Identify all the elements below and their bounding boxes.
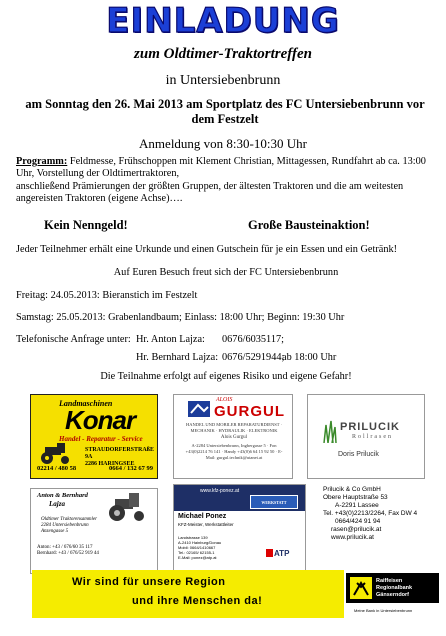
gurgul-logo-icon (188, 399, 212, 419)
bausteinaktion: Große Bausteinaktion! (248, 218, 370, 232)
praemierung-paragraph: anschließend Prämierungen der größten Gruppen, der ältesten Traktoren und die am weitesten angereisten Traktoren (eigene Achse)…. (16, 181, 404, 204)
raiffeisen-slogan-1: Wir sind für unsere Region (72, 576, 226, 588)
prilucik-contact-2: Obere Hauptstraße 53 (323, 494, 388, 501)
programm-text: Feldmesse, Frühschoppen mit Klement Christian, Mittagessen, Rundfahrt ab ca. 13:00 Uhr, Vorstellung der Oldtimertraktoren, (16, 156, 426, 179)
programm-label: Programm: (16, 156, 68, 167)
tel2-name: Hr. Bernhard Lajza: (136, 352, 219, 363)
prilucik-contact-text (307, 484, 425, 542)
raiffeisen-bank-1: Raiffeisen (376, 578, 403, 584)
konar-line1: Landmaschinen (59, 399, 113, 408)
event-place: in Untersiebenbrunn (165, 73, 281, 88)
konar-address-1: STRAUDORFERSTRAßE 9A (85, 447, 155, 460)
atp-logo: ATP (274, 549, 290, 558)
gurgul-name: GURGUL (214, 403, 285, 420)
lajza-info-3: Anzengasse 5 (41, 529, 69, 534)
ponez-address-1: Landstrasse 139 (178, 535, 208, 540)
konar-address-2: 2286 HARINGSEE (85, 461, 135, 467)
ponez-address-5: E-Mail: ponez@atp.at (178, 555, 217, 560)
tel2-number: 0676/5291944; (222, 352, 285, 363)
tel1-name: Hr. Anton Lajza: (136, 334, 205, 345)
ponez-name: Michael Ponez (178, 513, 227, 520)
konar-phone-1: 02214 / 480 58 (37, 465, 77, 472)
programm-paragraph (16, 156, 436, 180)
konar-ad (30, 394, 158, 479)
besuch-paragraph: Auf Euren Besuch freut sich der FC Untersiebenbrunn (113, 267, 339, 278)
raiffeisen-logo-box (344, 570, 441, 618)
konar-name: Konar (65, 405, 136, 435)
konar-phone-2: 0664 / 132 67 99 (108, 465, 153, 472)
ponez-address-4: Tel.: 02165/ 62155-1 (178, 550, 215, 555)
raiffeisen-slogan-2: und ihre Menschen da! (132, 595, 263, 607)
prilucik-person: Doris Prilucik (338, 451, 379, 458)
ponez-title: KFZ-Meister, Werkstattleiter (178, 522, 234, 527)
prilucik-contact-5: 0664/424 91 94 (335, 518, 381, 525)
raiffeisen-bank-2: Regionalbank (376, 585, 413, 591)
kein-nenngeld: Kein Nenngeld! (44, 218, 128, 232)
event-subtitle: zum Oldtimer-Traktortreffen (134, 46, 312, 62)
lajza-info (41, 517, 97, 535)
konar-phones (37, 465, 153, 472)
tel1-number: 0676/6035117; (222, 334, 284, 345)
tel2-time: ab 18:00 Uhr (282, 352, 337, 363)
lajza-line2: Lajza (49, 500, 65, 508)
raiffeisen-sub: Meine Bank in Untersiebenbrunn (354, 608, 413, 613)
prilucik-sub: Rollrasen (352, 434, 393, 440)
ponez-address-2: A-2410 Hainburg/Donau (178, 540, 222, 545)
lajza-phone-1: Anton: +43 / 676/60 35 117 (37, 545, 93, 550)
teilnehmer-paragraph: Jeder Teilnehmer erhält eine Urkunde und einen Gutschein für je ein Essen und ein Getränk! (16, 244, 398, 255)
lajza-info-2: 2284 Untersiebenbrunn (41, 523, 89, 528)
invitation-title: EINLADUNG (106, 1, 340, 41)
prilucik-contact-4: Tel. +43(0)2213/2264, Fax DW 4 (323, 510, 418, 517)
raiffeisen-gable-icon (350, 577, 372, 599)
gurgul-small: ALOIS (216, 397, 233, 403)
gurgul-ad (173, 394, 293, 479)
lajza-line1: Anton & Bernhard (37, 492, 88, 499)
haftung-line: Die Teilnahme erfolgt auf eigenes Risiko und eigene Gefahr! (100, 371, 352, 382)
prilucik-contact-7: www.prilucik.at (331, 534, 374, 541)
prilucik-contact (307, 484, 425, 566)
prilucik-ad (307, 394, 425, 479)
prilucik-contact-3: A-2291 Lassee (335, 502, 379, 509)
gurgul-line: HANDEL UND MOBILER REPARATURDIENST · MECHANIK · HYDRAULIK · ELEKTRONIK (185, 422, 283, 433)
samstag-line: Samstag: 25.05.2013: Grabenlandbaum; Einlass: 18:00 Uhr; Beginn: 19:30 Uhr (16, 312, 345, 323)
ponez-badge: WERKSTATT (250, 495, 298, 509)
prilucik-contact-1: Prilucik & Co GmbH (323, 486, 381, 493)
prilucik-name: PRILUCIK (340, 421, 400, 433)
telefon-label: Telefonische Anfrage unter: (16, 334, 131, 345)
tractor-icon (35, 443, 79, 465)
gurgul-address: A-2284 Untersiebenbrunn, Ingbergasse 5 · Fon +43(0)2214 76 141 · Handy +43(0)6 64 15 92 50 · E-Mail: gurgul.technik@utanet.at (185, 443, 283, 460)
ponez-web: www.kfz-ponez.at (200, 488, 240, 494)
registration-time: Anmeldung von 8:30-10:30 Uhr (139, 136, 307, 151)
lajza-info-1: Oldtimer Traktorensammler (41, 517, 98, 522)
lajza-ad (30, 488, 158, 574)
raiffeisen-bank-3: Gänserndorf (376, 592, 410, 598)
konar-line2: Handel - Reparatur - Service (59, 435, 143, 443)
raiffeisen-banner (32, 570, 441, 618)
gurgul-person: Alois Gurgul (220, 435, 248, 440)
lajza-phones (37, 545, 99, 557)
atp-logo-mark (266, 549, 273, 557)
ponez-ad (173, 484, 306, 572)
prilucik-contact-6: rasen@prilucik.at (331, 526, 382, 533)
freitag-line: Freitag: 24.05.2013: Bieranstich im Festzelt (16, 290, 198, 301)
raiffeisen-bank-name (376, 578, 412, 599)
event-date: am Sonntag den 26. Mai 2013 am Sportplatz des FC Untersiebenbrunn vor dem Festzelt (25, 97, 425, 126)
tractor-icon (103, 493, 151, 523)
ponez-address (178, 535, 221, 560)
raiffeisen-logo (346, 573, 439, 603)
ponez-address-3: Mobil: 0664/1410667 (178, 545, 216, 550)
grass-icon (322, 419, 338, 443)
lajza-phone-2: Bernhard: +43 / 676/52 919 44 (37, 551, 99, 556)
telefon-line-1 (16, 334, 436, 346)
